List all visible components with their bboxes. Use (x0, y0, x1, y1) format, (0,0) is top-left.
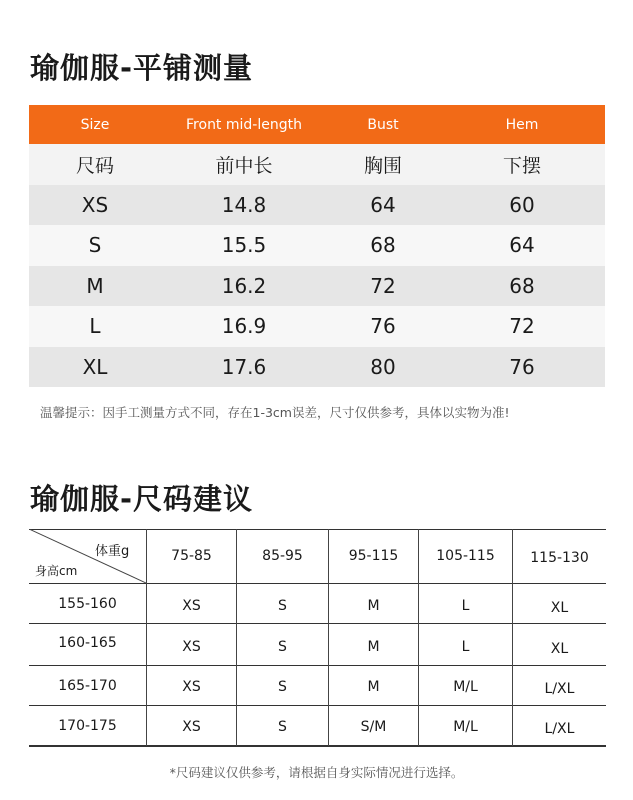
table-row (29, 266, 605, 307)
size-cell: S (278, 639, 287, 655)
table-header-en (29, 105, 605, 144)
header-bust: Bust (367, 116, 399, 133)
cell-size: XS (81, 192, 109, 217)
table-header-cn (29, 144, 605, 185)
header-cn-size: 尺码 (75, 154, 114, 177)
size-cell: M/L (453, 719, 478, 735)
cell-size: L (89, 314, 101, 339)
height-label: 160-165 (58, 635, 117, 651)
size-cell: S/M (360, 719, 387, 735)
table-row (29, 225, 605, 266)
size-cell: XL (550, 641, 569, 657)
cell-hem: 76 (509, 354, 535, 379)
measurement-disclaimer: 温馨提示：因手工测量方式不同，存在1-3cm误差，尺寸仅供参考，具体以实物为准! (40, 405, 510, 420)
grid-line (29, 583, 606, 584)
recommendation-disclaimer: *尺码建议仅供参考，请根据自身实际情况进行选择。 (169, 765, 464, 780)
cell-bust: 80 (370, 354, 396, 379)
header-cn-bust: 胸围 (363, 154, 402, 177)
size-measurement-table (29, 105, 605, 387)
size-cell: XL (550, 600, 569, 616)
size-cell: XS (182, 719, 201, 735)
size-cell: M (367, 639, 380, 655)
size-cell: M (367, 679, 380, 695)
cell-front-length: 17.6 (221, 354, 267, 379)
size-cell: XS (182, 639, 201, 655)
height-label: 155-160 (58, 596, 117, 612)
weight-header: 105-115 (436, 548, 495, 564)
section-title-recommendation: 瑜伽服-尺码建议 (30, 482, 254, 516)
weight-header: 75-85 (171, 548, 212, 564)
header-size: Size (80, 116, 110, 133)
corner-weight-label: 体重g (95, 544, 130, 559)
header-cn-hem: 下摆 (502, 154, 541, 177)
cell-front-length: 15.5 (221, 233, 267, 258)
size-cell: S (278, 679, 287, 695)
cell-hem: 72 (509, 314, 535, 339)
cell-size: M (86, 273, 104, 298)
grid-line (29, 623, 606, 624)
weight-header: 95-115 (348, 548, 399, 564)
grid-line (29, 665, 606, 666)
header-hem: Hem (505, 116, 539, 133)
cell-hem: 68 (509, 273, 535, 298)
cell-front-length: 16.9 (221, 314, 267, 339)
cell-bust: 76 (370, 314, 396, 339)
weight-header: 85-95 (262, 548, 303, 564)
cell-bust: 64 (370, 192, 396, 217)
size-cell: L (461, 598, 470, 614)
size-cell: L (461, 639, 470, 655)
table-row (29, 185, 605, 226)
size-cell: L/XL (544, 681, 575, 697)
cell-size: S (88, 233, 102, 258)
table-row (29, 347, 605, 388)
grid-line (29, 745, 606, 747)
size-cell: M/L (453, 679, 478, 695)
size-cell: S (278, 598, 287, 614)
size-cell: L/XL (544, 721, 575, 737)
table-row (29, 306, 605, 347)
size-cell: M (367, 598, 380, 614)
cell-hem: 64 (509, 233, 535, 258)
header-cn-front-length: 前中长 (215, 154, 273, 177)
size-cell: S (278, 719, 287, 735)
size-cell: XS (182, 598, 201, 614)
section-title-measurement: 瑜伽服-平铺测量 (30, 51, 254, 85)
height-label: 170-175 (58, 718, 117, 734)
cell-front-length: 14.8 (221, 192, 267, 217)
corner-height-label: 身高cm (35, 564, 78, 578)
cell-hem: 60 (509, 192, 535, 217)
cell-bust: 72 (370, 273, 396, 298)
grid-line (29, 705, 606, 706)
size-cell: XS (182, 679, 201, 695)
height-label: 165-170 (58, 678, 117, 694)
cell-size: XL (82, 354, 108, 379)
weight-header: 115-130 (530, 550, 589, 566)
header-front-length: Front mid-length (186, 116, 302, 133)
cell-bust: 68 (370, 233, 396, 258)
cell-front-length: 16.2 (221, 273, 267, 298)
size-recommendation-table (29, 529, 606, 747)
